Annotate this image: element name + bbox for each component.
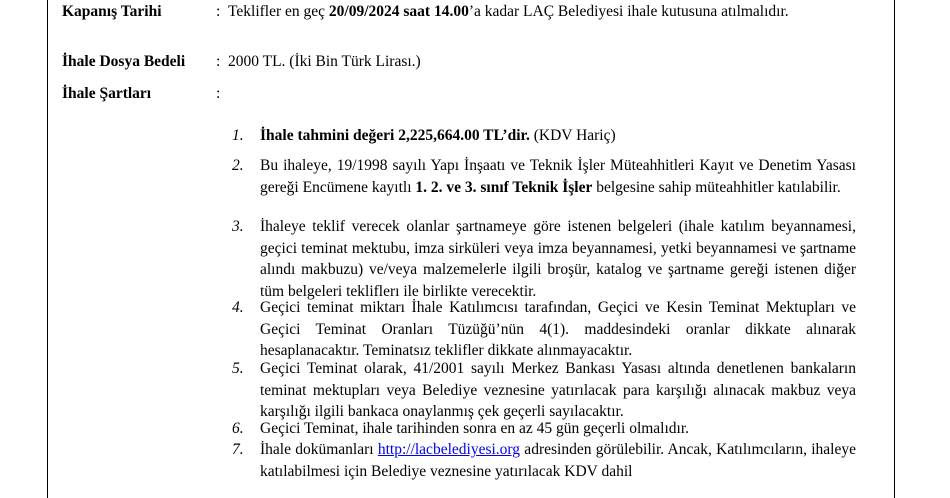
condition-text: İhaleye teklif verecek olanlar şartnameye göre istenen belgeleri (ihale katılım beyannamesi, geçici teminat mektubu, imza sirküleri veya imza beyannamesi, yetki beyannamesi ve şartname alındı makbuzu) ve/veya malzemelerle ilgili broşür, katalog ve şartname gereği istenen diğer tüm belgeleri tekliflerı ile birlikte verecektir. xyxy=(260,218,856,300)
tender-conditions-colon: : xyxy=(216,85,221,102)
condition-number: 3. xyxy=(232,218,244,235)
condition-text: belgesine sahip müteahhitler katılabilir. xyxy=(592,178,841,196)
condition-item-4 xyxy=(232,297,856,362)
closing-date-colon: : xyxy=(216,3,221,20)
condition-text: (KDV Hariç) xyxy=(529,127,616,144)
condition-text: Geçici teminat miktarı İhale Katılımcısı tarafından, Geçici ve Kesin Teminat Mektupları ve Geçici Teminat Oranları Tüzüğü’nün 4(1). maddesindeki oranlar dikkate alınarak hesaplanacaktır. Teminatsız teklifler dikkate alınmayacaktır. xyxy=(260,299,856,359)
tender-fee-colon: : xyxy=(216,53,221,70)
tender-fee-label: İhale Dosya Bedeli xyxy=(62,53,186,70)
condition-item-2 xyxy=(232,155,856,198)
condition-number: 4. xyxy=(232,299,244,316)
condition-number: 5. xyxy=(232,360,244,377)
condition-item-3 xyxy=(232,216,856,302)
tender-fee-value: 2000 TL. (İki Bin Türk Lirası.) xyxy=(228,53,421,70)
closing-date-value-pre: Teklifler en geç xyxy=(228,3,329,20)
closing-date-value-post: ’a kadar LAÇ Belediyesi ihale kutusuna atılmalıdır. xyxy=(468,3,789,20)
closing-date-datetime: 20/09/2024 saat 14.00 xyxy=(328,3,469,20)
condition-text: Bu ihaleye, 19/1998 sayılı Yapı İnşaatı ve Teknik İşler Müteahhitleri Kayıt ve Denetim Yasası gereği Encümene kayıtlı xyxy=(260,157,856,196)
closing-date-label: Kapanış Tarihi xyxy=(62,3,162,20)
condition-item-5 xyxy=(232,358,856,423)
condition-text: Geçici Teminat, ihale tarihinden sonra en az 45 gün geçerli olmalıdır. xyxy=(260,420,690,437)
condition-text: Geçici Teminat olarak, 41/2001 sayılı Merkez Bankası Yasası altında denetlenen bankaların teminat mektupları veya Belediye veznesine yatırılacak para karşılığı alınacak makbuz veya karşılığı ilgili bankaca onaylanmış çek geçerli sayılacaktır. xyxy=(260,360,856,420)
closing-date-value xyxy=(228,3,789,21)
estimated-value: İhale tahmini değeri 2,225,664.00 TL’dir. xyxy=(260,127,530,144)
condition-text: adresinden görülebilir. Ancak, Katılımcıların, ihaleye katılabilmesi için Belediye veznesine yatırılacak KDV dahil xyxy=(260,441,856,480)
municipality-website-link[interactable]: http://lacbelediyesi.org xyxy=(377,441,521,458)
condition-number: 1. xyxy=(232,127,244,144)
condition-number: 2. xyxy=(232,157,244,174)
condition-item-7 xyxy=(232,439,856,482)
tender-conditions-label: İhale Şartları xyxy=(62,85,152,102)
condition-item-1 xyxy=(232,125,856,147)
contractor-class: 1. 2. ve 3. sınıf Teknik İşler xyxy=(415,178,593,196)
condition-number: 7. xyxy=(232,441,244,458)
condition-number: 6. xyxy=(232,420,244,437)
condition-text: İhale dokümanları xyxy=(260,441,378,458)
condition-item-6 xyxy=(232,418,856,440)
